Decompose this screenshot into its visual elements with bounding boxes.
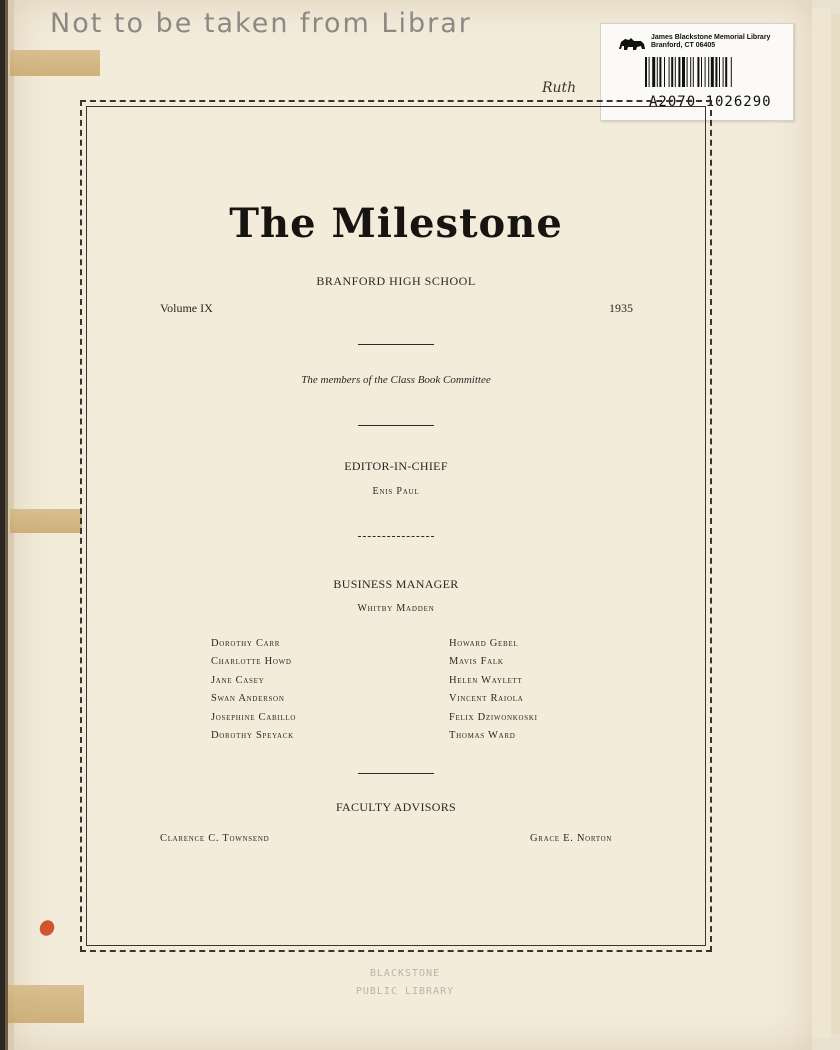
- handwritten-note: Not to be taken from Librar: [50, 8, 472, 39]
- library-stamp-line: PUBLIC LIBRARY: [355, 986, 455, 997]
- tape-strip: [10, 50, 100, 76]
- barcode-number: A2070 1026290: [649, 94, 772, 110]
- library-address-line: Branford, CT 06405: [651, 42, 716, 49]
- library-stamp-line: BLACKSTONE: [369, 968, 441, 979]
- editor-heading: EDITOR-IN-CHIEF: [344, 459, 448, 473]
- library-name: [651, 34, 770, 50]
- list-item: Dorothy Speyack: [211, 729, 294, 741]
- barcode-bar: [671, 57, 673, 87]
- list-item: Thomas Ward: [449, 729, 516, 741]
- business-manager-name: Whitby Madden: [357, 603, 435, 614]
- barcode-bar: [659, 57, 661, 87]
- editor-name: Enis Paul: [372, 486, 420, 497]
- handwritten-signature: Ruth: [542, 80, 577, 96]
- list-item: Vincent Raiola: [449, 693, 524, 705]
- publication-year: 1935: [609, 301, 633, 315]
- divider: [358, 425, 434, 426]
- list-item: Felix Dziwonkoski: [449, 711, 538, 723]
- list-item: Dorothy Carr: [211, 638, 281, 649]
- barcode-bar: [693, 57, 694, 87]
- barcode-bar: [682, 57, 685, 87]
- divider: [358, 344, 434, 345]
- list-item: Charlotte Howd: [211, 656, 292, 668]
- list-item: Jane Casey: [211, 674, 265, 686]
- list-item: Howard Gebel: [449, 638, 519, 649]
- barcode-bar: [711, 57, 714, 87]
- business-manager-heading: BUSINESS MANAGER: [333, 577, 459, 591]
- barcode-bar: [731, 57, 732, 87]
- barcode-bar: [723, 57, 724, 87]
- library-name-line: James Blackstone Memorial Library: [651, 34, 771, 41]
- barcode-bar: [669, 57, 670, 87]
- barcode-bar: [678, 57, 680, 87]
- volume-number: Volume IX: [160, 301, 213, 315]
- divider: [358, 536, 434, 538]
- committee-list-left: [211, 635, 296, 745]
- school-name: BRANFORD HIGH SCHOOL: [316, 274, 476, 288]
- lion-logo-icon: [617, 36, 647, 52]
- committee-list-right: [449, 635, 538, 745]
- tape-strip: [8, 985, 84, 1023]
- list-item: Mavis Falk: [449, 656, 504, 668]
- barcode-bar: [697, 57, 699, 87]
- barcode-bar: [725, 57, 727, 87]
- barcode-bar: [649, 57, 650, 87]
- barcode-bar: [675, 57, 676, 87]
- barcode: [645, 57, 775, 87]
- barcode-bar: [687, 57, 688, 87]
- faculty-advisors-heading: FACULTY ADVISORS: [335, 800, 457, 814]
- list-item: Josephine Cabillo: [211, 711, 297, 723]
- committee-caption: The members of the Class Book Committee: [301, 374, 491, 386]
- faculty-advisor-right: Grace E. Norton: [530, 833, 613, 844]
- page-title: The Milestone: [229, 200, 563, 247]
- barcode-bar: [645, 57, 647, 87]
- barcode-bar: [715, 57, 717, 87]
- faculty-advisor-left: Clarence C. Townsend: [160, 833, 270, 844]
- tape-strip: [10, 509, 82, 533]
- barcode-bar: [690, 57, 691, 87]
- barcode-bar: [708, 57, 709, 87]
- barcode-bar: [705, 57, 706, 87]
- barcode-bar: [664, 57, 665, 87]
- barcode-bar: [719, 57, 720, 87]
- barcode-bar: [652, 57, 655, 87]
- list-item: Swan Anderson: [211, 693, 285, 705]
- list-item: Helen Waylett: [449, 674, 523, 686]
- divider: [358, 773, 434, 774]
- barcode-bar: [657, 57, 658, 87]
- barcode-bar: [701, 57, 702, 87]
